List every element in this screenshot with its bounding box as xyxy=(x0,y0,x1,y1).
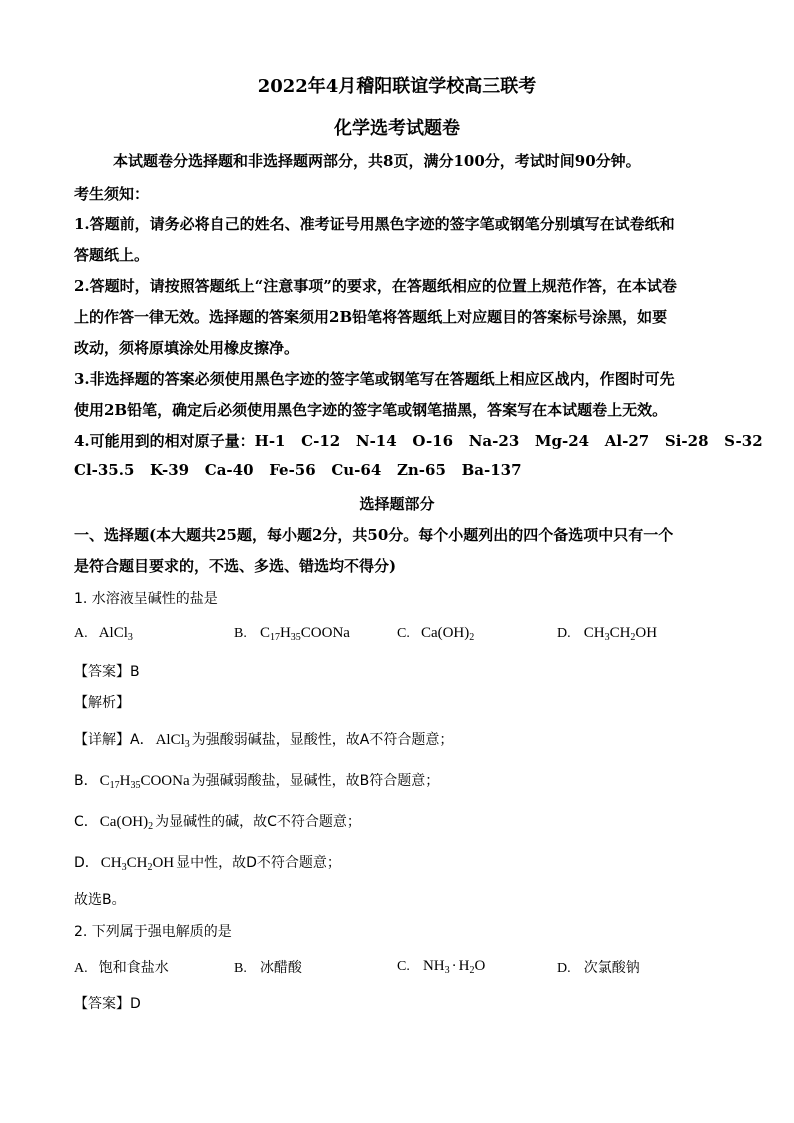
notice-2-line-2: 上的作答一律无效。选择题的答案须用2B铅笔将答题纸上对应题目的答案标号涂黑，如要 xyxy=(74,308,668,326)
detail-prefix: D． xyxy=(74,855,99,871)
subscript: 2 xyxy=(469,632,475,643)
formula xyxy=(100,814,153,830)
detail-text: 为显碱性的碱，故C不符合题意； xyxy=(155,814,361,830)
detail-text: 显中性，故D不符合题意； xyxy=(176,855,341,871)
q1-option-c xyxy=(397,622,474,643)
subscript: 3 xyxy=(127,632,133,643)
option-label: B. xyxy=(234,626,247,641)
option-text: 冰醋酸 xyxy=(259,960,302,976)
subscript: 35 xyxy=(290,632,301,643)
subscript: 3 xyxy=(444,965,450,976)
formula-text: AlCl xyxy=(155,732,185,748)
formula-text: CH xyxy=(583,625,605,641)
subscript: 17 xyxy=(269,632,280,643)
formula xyxy=(100,773,190,789)
option-label: D. xyxy=(557,626,571,641)
q1-option-a xyxy=(74,622,133,643)
intro-line: 本试题卷分选择题和非选择题两部分，共8页，满分100分，考试时间90分钟。 xyxy=(113,152,641,170)
formula-text: H xyxy=(458,958,470,974)
notice-1-line-2: 答题纸上。 xyxy=(74,246,150,264)
subscript: 2 xyxy=(630,632,636,643)
formula-text: OH xyxy=(635,625,658,641)
q1-answer xyxy=(74,661,140,681)
subscript: 2 xyxy=(147,862,153,873)
formula-text: CH xyxy=(126,855,148,871)
q1-option-d xyxy=(557,622,657,643)
section-heading: 选择题部分 xyxy=(359,495,435,513)
formula-text: COONa xyxy=(300,625,350,641)
detail-text: 为强碱弱酸盐，显碱性，故B符合题意； xyxy=(191,773,440,789)
formula-dot: · xyxy=(451,958,457,974)
exam-title: 2022年4月稽阳联谊学校高三联考 xyxy=(257,76,537,97)
detail-text: 为强酸弱碱盐，显酸性，故A不符合题意； xyxy=(191,732,454,748)
q1-stem: 1. 水溶液呈碱性的盐是 xyxy=(74,591,218,607)
formula-text: AlCl xyxy=(98,625,128,641)
exam-subtitle: 化学选考试题卷 xyxy=(334,118,460,139)
option-label: D. xyxy=(557,961,571,976)
formula-text: H xyxy=(119,773,131,789)
subscript: 35 xyxy=(130,780,141,791)
subscript: 3 xyxy=(184,739,190,750)
notice-4-line-1: 4.可能用到的相对原子量：H-1 C-12 N-14 O-16 Na-23 Mg-24 Al-27 Si-28 S-32 xyxy=(74,432,763,450)
formula xyxy=(99,625,133,641)
option-label: A. xyxy=(74,626,88,641)
formula xyxy=(260,625,350,641)
q1-conclusion: 故选B。 xyxy=(74,892,126,908)
subscript: 2 xyxy=(148,821,154,832)
detail-prefix: A． xyxy=(130,732,154,748)
formula xyxy=(584,625,657,641)
answer-tag: 【答案】 xyxy=(74,664,130,680)
notice-title: 考生须知： xyxy=(74,185,150,203)
answer-value: D xyxy=(130,996,141,1012)
detail-prefix: C． xyxy=(74,814,98,830)
detail-prefix: B． xyxy=(74,773,98,789)
q2-option-b xyxy=(234,957,302,977)
formula-text: COONa xyxy=(140,773,190,789)
formula-text: O xyxy=(474,958,486,974)
q1-detail-c xyxy=(74,811,361,832)
subscript: 17 xyxy=(109,780,120,791)
q2-stem: 2. 下列属于强电解质的是 xyxy=(74,924,232,940)
option-label: B. xyxy=(234,961,247,976)
option-label: A. xyxy=(74,961,88,976)
q1-detail-d xyxy=(74,852,341,873)
formula-text: C xyxy=(99,773,110,789)
q2-option-d xyxy=(557,957,640,977)
formula-text: Ca(OH) xyxy=(420,625,470,641)
notice-3-line-1: 3.非选择题的答案必须使用黑色字迹的签字笔或钢笔写在答题纸上相应区战内，作图时可先 xyxy=(74,370,675,388)
subscript: 2 xyxy=(469,965,475,976)
formula xyxy=(156,732,190,748)
q2-answer xyxy=(74,993,141,1013)
formula-text: CH xyxy=(100,855,122,871)
q1-option-b xyxy=(234,622,350,643)
formula-text: H xyxy=(279,625,291,641)
part1-line-2: 是符合题目要求的，不选、多选、错选均不得分) xyxy=(74,557,397,575)
formula-text: NH xyxy=(422,958,445,974)
option-text: 饱和食盐水 xyxy=(98,960,169,976)
option-text: 次氯酸钠 xyxy=(583,960,640,976)
q2-option-a xyxy=(74,957,169,977)
formula xyxy=(421,625,474,641)
formula-text: CH xyxy=(609,625,631,641)
formula xyxy=(423,958,485,974)
formula-text: C xyxy=(259,625,270,641)
q1-analysis-tag: 【解析】 xyxy=(74,695,130,711)
formula xyxy=(101,855,174,871)
subscript: 3 xyxy=(121,862,127,873)
q2-option-c xyxy=(397,955,485,976)
notice-4-line-2: Cl-35.5 K-39 Ca-40 Fe-56 Cu-64 Zn-65 Ba-137 xyxy=(74,461,522,479)
answer-value: B xyxy=(130,664,140,680)
answer-tag: 【答案】 xyxy=(74,996,130,1012)
formula-text: Ca(OH) xyxy=(99,814,149,830)
q1-detail-b xyxy=(74,770,439,791)
notice-1-line-1: 1.答题前，请务必将自己的姓名、准考证号用黑色字迹的签字笔或钢笔分别填写在试卷纸和 xyxy=(74,215,675,233)
notice-2-line-3: 改动，须将原填涂处用橡皮擦净。 xyxy=(74,339,300,357)
option-label: C. xyxy=(397,959,410,974)
q1-detail-a xyxy=(74,729,453,750)
subscript: 3 xyxy=(604,632,610,643)
notice-2-line-1: 2.答题时，请按照答题纸上“注意事项”的要求，在答题纸相应的位置上规范作答，在本试卷 xyxy=(74,277,677,295)
formula-text: OH xyxy=(152,855,175,871)
option-label: C. xyxy=(397,626,410,641)
notice-3-line-2: 使用2B铅笔，确定后必须使用黑色字迹的签字笔或钢笔描黑，答案写在本试题卷上无效。 xyxy=(74,401,668,419)
detail-tag: 【详解】 xyxy=(74,732,130,748)
part1-line-1: 一、选择题(本大题共25题，每小题2分，共50分。每个小题列出的四个备选项中只有一个 xyxy=(74,526,674,544)
